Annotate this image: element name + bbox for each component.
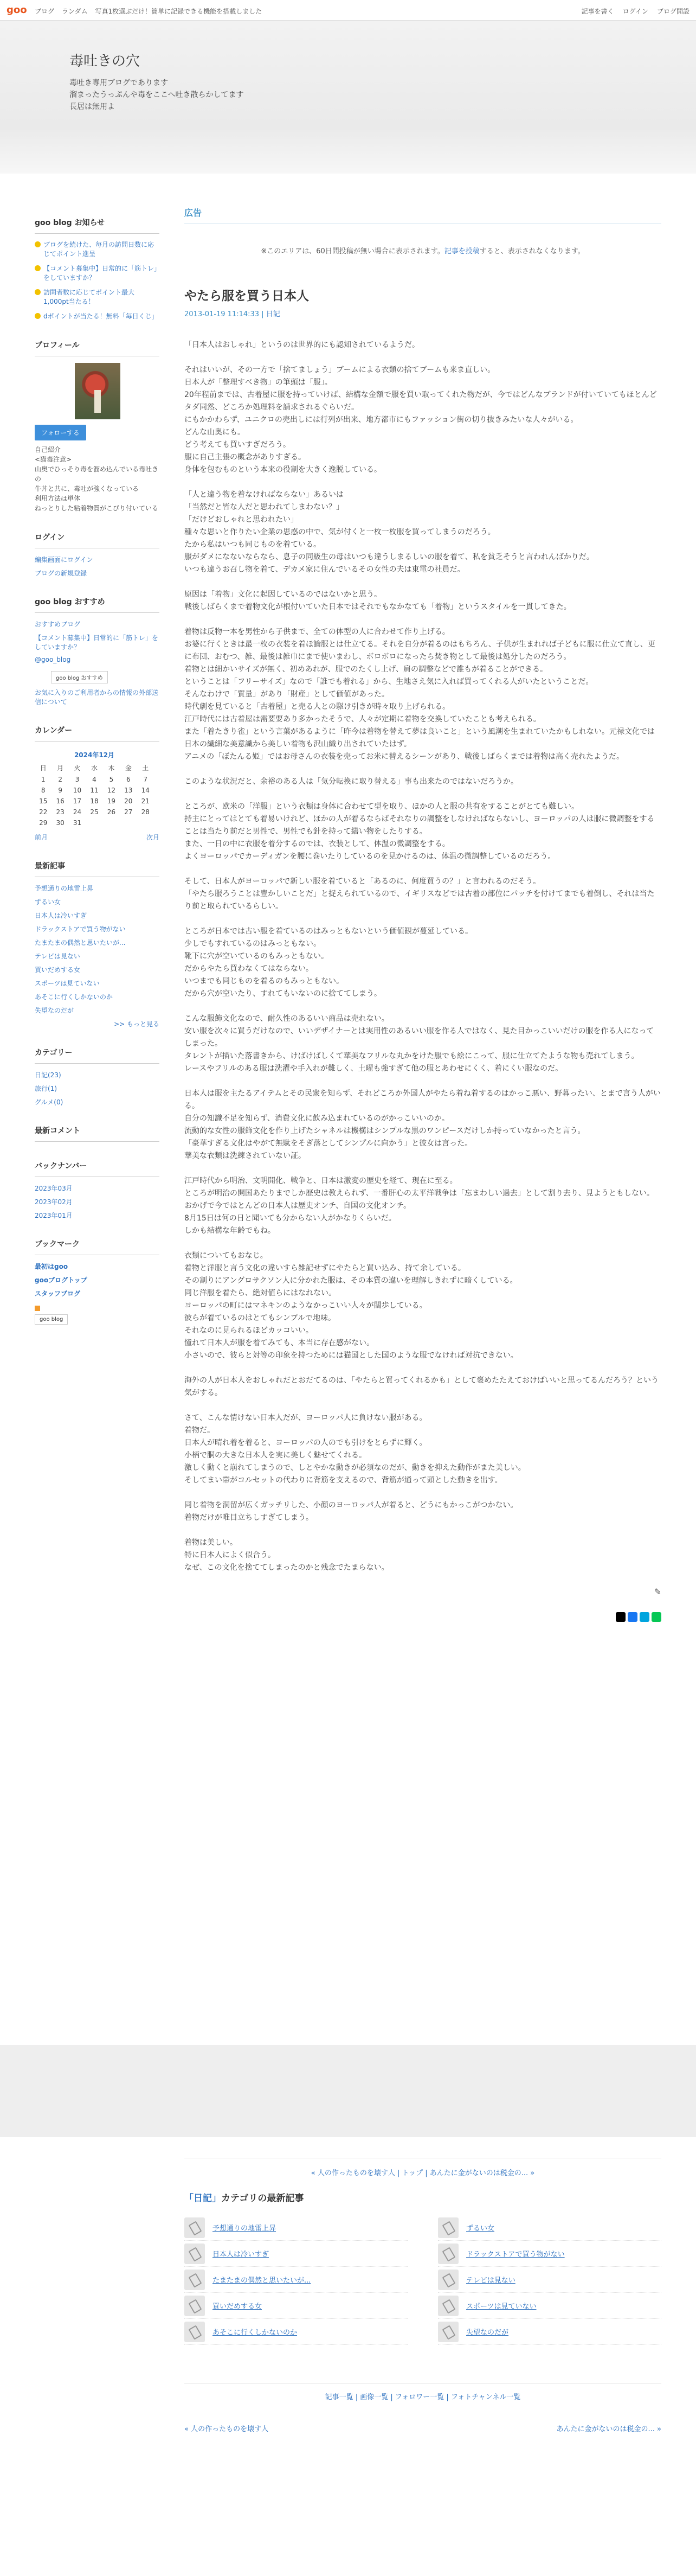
reco-link[interactable]: お気に入りのご利用者からの情報の外部送信について: [35, 689, 159, 706]
top-bar: [0, 0, 696, 21]
calendar-day: 21: [141, 797, 150, 805]
memo-icon: [184, 2217, 205, 2238]
recent-item[interactable]: ドラックストアで買う物がない: [35, 925, 126, 933]
reco-title: goo blog おすすめ: [35, 596, 159, 613]
share-buttons: [184, 1612, 661, 1622]
reco-link[interactable]: 【コメント募集中】日常的に「筋トレ」をしていますか？: [35, 634, 159, 651]
goo-logo[interactable]: goo: [7, 4, 27, 16]
calendar-day: 18: [90, 797, 99, 805]
category-latest-item: [184, 2319, 408, 2345]
rss-icon[interactable]: [35, 1306, 40, 1311]
notice-item[interactable]: [35, 312, 159, 321]
recent-item[interactable]: 予想通りの地雷上昇: [35, 885, 94, 892]
notice-title: goo blog お知らせ: [35, 217, 159, 234]
category-heading-text: カテゴリの最新記事: [221, 2193, 304, 2204]
x-share-icon[interactable]: [616, 1612, 626, 1622]
top-right-link[interactable]: 記事を書く: [581, 8, 614, 15]
bookmark-list: [35, 1262, 159, 1298]
calendar-day: 3: [75, 776, 80, 783]
line-share-icon[interactable]: [652, 1612, 661, 1622]
calendar-day: 27: [124, 808, 133, 816]
category-latest-item: [438, 2319, 661, 2345]
top-link[interactable]: 写真1枚選ぶだけ！簡単に記録できる機能を搭載しました: [95, 8, 262, 15]
profile-title: プロフィール: [35, 340, 159, 356]
next-post-link[interactable]: あんたに金がないのは税金の... »: [556, 2425, 661, 2433]
recent-title: 最新記事: [35, 860, 159, 877]
backnumber-item[interactable]: 2023年01月: [35, 1212, 73, 1219]
calendar-day: 1: [41, 776, 46, 783]
category-latest-item: [184, 2241, 408, 2267]
ad-note-text-2: すると、表示されなくなります。: [479, 247, 585, 255]
notice-item[interactable]: [35, 240, 159, 259]
comment-title: 最新コメント: [35, 1125, 159, 1142]
bookmark-item[interactable]: 最初はgoo: [35, 1263, 68, 1270]
post-paragraph: 着物は美しい。 特に日本人によく似合う。 なぜ、この文化を捨ててしまったのかと残念でたまらない。: [184, 1538, 389, 1572]
edit-icon[interactable]: ✎: [654, 1587, 661, 1597]
calendar-day: 8: [41, 787, 46, 794]
category-latest-item: [184, 2215, 408, 2241]
category-latest-link[interactable]: たまたまの偶然と思いたいが...: [212, 2277, 311, 2285]
memo-icon: [184, 2270, 205, 2290]
calendar-day: 20: [124, 797, 133, 805]
top-link[interactable]: ブログ: [35, 8, 55, 15]
category-latest-link[interactable]: スポーツは見ていない: [466, 2303, 537, 2311]
login-link[interactable]: ブログの新規登録: [35, 570, 87, 577]
blog-header: [0, 21, 696, 174]
top-links: [35, 7, 269, 16]
prev-post-link[interactable]: « 人の作ったものを壊す人: [184, 2425, 269, 2433]
comment-box: [35, 1125, 159, 1142]
calendar-day: 26: [107, 808, 116, 816]
notice-icon: [35, 241, 41, 247]
login-link[interactable]: 編集画面にログイン: [35, 556, 93, 564]
calendar-day: 17: [73, 797, 82, 805]
calendar-box: [35, 725, 159, 842]
category-latest-link[interactable]: 失望なのだが: [466, 2329, 509, 2337]
recent-box: [35, 860, 159, 1028]
calendar-day: 30: [56, 819, 65, 827]
blog-title[interactable]: 毒吐きの穴: [69, 53, 140, 69]
category-item[interactable]: 旅行(1): [35, 1085, 57, 1092]
category-latest-link[interactable]: ドラックストアで買う物がない: [466, 2251, 565, 2259]
category-item[interactable]: グルメ(0): [35, 1098, 63, 1106]
category-latest-item: [438, 2293, 661, 2319]
calendar-weekday: 金: [125, 764, 132, 772]
calendar-weekday: 月: [57, 764, 64, 772]
reco-link[interactable]: @goo_blog: [35, 656, 71, 663]
post-paragraph: 海外の人が日本人をおしゃれだとおだてるのは、「やたらと買ってくれるかも」として褒めたたえておけばいいと思ってるんだろう？という気がする。: [184, 1376, 659, 1397]
footer: [184, 2148, 661, 2433]
calendar-weekday: 木: [108, 764, 115, 772]
calendar-day: 23: [56, 808, 65, 816]
notice-icon: [35, 265, 41, 271]
calendar-weekday: 日: [40, 764, 47, 772]
ad-note: [184, 245, 661, 255]
post-paragraph: それはいいが、その一方で「捨てましょう」ブームによる衣類の捨てブームも来ま直しい。 日本人が「整理すべき物」の筆頭は「服」。 20年程前までは、古着屋に服を持っていけば、結構な金額で服を買い取ってくれた物だが、今ではどんなブランドが付いていてもほとんどタダ同然、どころか処理料を請求されるぐらいだ。 にもかかわらず、ユニクロの売出しには行列が出来、地方都市にもファッション街の切り抜きみたいな人々がいる。 どんな山奥にも。 どう考えても買いすぎだろう。 服に自己主張の概念がありすぎる。 身体を包むものという本来の役割を大きく逸脱している。: [184, 366, 657, 474]
top-right-links: [573, 7, 689, 16]
bookmark-badge[interactable]: goo blog: [35, 1314, 68, 1325]
category-name[interactable]: 「日記」: [184, 2193, 221, 2204]
category-list: [35, 1070, 159, 1107]
calendar-day: 14: [141, 787, 150, 794]
notice-list: [35, 240, 159, 321]
post-paragraph: 同じ着物を洞留が広くガッチリした、小顔のヨーロッパ人が着ると、どうにもかっこがつかない。 着物だけが唯目立ちしすぎてしまう。: [184, 1501, 518, 1522]
post-paragraph: 「人と違う物を着なければならない」あるいは 「当然だと皆な人だと思われてしまわない？」 「だけどおしゃれと思われたい」 種々な思いと作りたい企業の思惑の中で、気が付くと一枚一枚服を買ってしまうのだろう。 たから私はいつも同じものを着ている。 服がダメになないならなら、息子の同級生の母はいつも違うしまるしいの服を着て、私を貧乏そうと言われんばかりだ。 いつも違うお召し物を着て、デカメ家に住んでいるその女性の夫は東電の社員だ。: [184, 490, 594, 574]
post-paragraph: ところが、欧米の「洋服」という衣類は身体に合わせて型を取り、ほかの人と服の共有をすることがとても難しい。 持主にとってはとても着易いけれど、ほかの人が着るならばそれなりの調整をしなければならないし、ヨーロッパの人は服に微調整をすることは当たり前だと男性で、男性でも針を持って繕い物をしたりする。 また、一日の中に衣服を着分するのでは、衣装として、体温の微調整をする。 よくヨーロッパでカーディガンを腰に巻いたりしているのを見かけるのは、体温の微調整しているのだろう。: [184, 802, 655, 861]
recent-item[interactable]: あそこに行くしかないのか: [35, 993, 113, 1001]
post-date: 2013-01-19 11:14:33: [184, 310, 260, 318]
post-body: [184, 339, 661, 1574]
recent-item[interactable]: テレビは見ない: [35, 953, 80, 960]
backnumber-title: バックナンバー: [35, 1160, 159, 1177]
login-links: [35, 555, 159, 578]
category-latest-link[interactable]: ずるい女: [466, 2225, 495, 2233]
category-latest-item: [184, 2267, 408, 2293]
ad-band: [0, 2045, 696, 2137]
category-latest-link[interactable]: 買いだめする女: [212, 2303, 262, 2311]
calendar-day: 31: [73, 819, 82, 827]
category-latest-link[interactable]: 日本人は冷いすぎ: [212, 2251, 269, 2259]
notice-label: 訪問者数に応じてポイント最大1,000pt当たる！: [43, 289, 135, 305]
post-meta: 2013-01-19 11:14:33 | 日記: [184, 310, 280, 318]
calendar-next[interactable]: 次月: [146, 834, 159, 841]
calendar-day: [86, 817, 102, 828]
blog-description: 毒吐き専用ブログであります 溜まったうっぷんや毒をここへ吐き散らかしてます 長居は無用よ: [69, 79, 244, 111]
bookmark-item[interactable]: gooブログトップ: [35, 1276, 87, 1284]
post-paragraph: ところが日本では古い服を着ているのはみっともないという価値観が蔓延している。 少しでもすれているのはみっともない。 靴下に穴が空いているのもみっともない。 だからやたら買わなくてはならない。 いつまでも同じものを着るのもみっともない。 だから穴が空いたり、すれてもいないのに捨ててしまう。: [184, 927, 473, 998]
reco-box: [35, 596, 159, 706]
recent-item[interactable]: 失望なのだが: [35, 1007, 74, 1014]
recent-item[interactable]: 買いだめする女: [35, 966, 81, 974]
post-category[interactable]: 日記: [266, 310, 280, 318]
memo-icon: [438, 2217, 459, 2238]
calendar-day: 9: [58, 787, 62, 794]
post-paragraph: 日本人は服を主たるアイテムとその民衆を知らず、それどころか外国人がやたら着ね着するのはかっこ悪い、野暮ったい、とまで言う人がいる。 自分の知識不足を知らず、消費文化に飲み込まれているのがかっこいいのか。 流動的な女性の服飾文化を作り上げたシャネルは機構はシンプルな黒のワンピースだけしか持っていなかったと言う。 「豪華すぎる文化はやがて無駄をそぎ落としてシンプルに向かう」と彼女は言った。 華美な衣類は洗練されていない証。: [184, 1089, 661, 1160]
post-link[interactable]: 記事を投稿: [444, 247, 480, 255]
bookmark-title: ブックマーク: [35, 1238, 159, 1255]
post-paragraph: さて、こんな情けない日本人だが、ヨーロッパ人に負けない服がある。 着物だ。 日本人が晴れ着を着ると、ヨーロッパの人のでも引けをとらずに輝く。 小柄で胴の大きな日本人を実に美しく魅せてくれる。 激しく動くと崩れてしまうので、しとやかな動きが必須なのだが、動きを抑えた動作がまた美しい。 そしてまい帯がコルセットの代わりに背筋を支えるので、背筋が通って頭とした動きを出す。: [184, 1414, 526, 1485]
category-latest-link[interactable]: 予想通りの地雷上昇: [212, 2225, 276, 2233]
category-box: [35, 1047, 159, 1107]
backnumber-item[interactable]: 2023年03月: [35, 1185, 73, 1192]
notice-label: ブログを続けた、毎月の訪問日数に応じてポイント進呈: [43, 241, 154, 258]
notice-icon: [35, 313, 41, 319]
reco-links-2: [35, 688, 159, 706]
top-right-link[interactable]: ブログ開設: [656, 8, 689, 15]
calendar-day: 7: [143, 776, 148, 783]
recent-item[interactable]: ずるい女: [35, 898, 61, 906]
recent-item[interactable]: 日本人は冷いすぎ: [35, 912, 87, 919]
category-latest-item: [184, 2293, 408, 2319]
login-box: [35, 532, 159, 578]
category-item[interactable]: 日記(23): [35, 1071, 61, 1079]
recent-list: [35, 884, 159, 1015]
avatar: [75, 363, 120, 419]
facebook-share-icon[interactable]: [628, 1612, 637, 1622]
memo-icon: [184, 2296, 205, 2316]
memo-icon: [438, 2243, 459, 2264]
main-content: [184, 206, 661, 1622]
calendar-weekday: 火: [74, 764, 81, 772]
post-paragraph: そして、日本人がヨーロッパで新しい服を着ていると「あるのに、何度買うの？」と言われるのだそう。 「やたら服ろうことは豊かしいことだ」と捉えられているので、イギリスなどでは古着の部位にパッチを付けてまでも着倒し、それは当たり前と取られているらしい。: [184, 877, 655, 911]
calendar-day: 13: [124, 787, 133, 794]
login-title: ログイン: [35, 532, 159, 548]
memo-icon: [438, 2296, 459, 2316]
prev-next-nav[interactable]: « 人の作ったものを壊す人 | トップ | あんたに金がないのは税金の... »: [184, 2158, 661, 2177]
calendar: [35, 748, 154, 828]
calendar-day: 22: [39, 808, 48, 816]
recent-item[interactable]: たまたまの偶然と思いたいが...: [35, 939, 126, 947]
follow-button[interactable]: フォローする: [35, 425, 86, 440]
post-paragraph: こんな服飾文化なので、耐久性のあるいい商品は売れない。 安い服を次々に買うだけなので、いいデザイナーとは実用性のあるいい服を作る人ではなく、見た目かっこいいだけの服を作る人になってしまった。 タレントが描いた落書きから、けばけばしくて華美なフリルな丸かをけた服でも絵にこって、服に仕立てたような物も売れてしまう。 レースやフリルのある服は洗濯や手入れが難しく、土曜も強すぎて他の服とあわせにくく、着にくい服なのだ。: [184, 1014, 654, 1073]
calendar-day: 10: [73, 787, 82, 794]
calendar-weekday: 水: [91, 764, 98, 772]
calendar-day: 12: [107, 787, 116, 794]
calendar-day: 2: [58, 776, 62, 783]
memo-icon: [438, 2322, 459, 2342]
calendar-day: [137, 817, 154, 828]
category-latest-grid: [184, 2215, 661, 2345]
notice-item[interactable]: [35, 264, 159, 283]
calendar-month: 2024年12月: [74, 751, 115, 759]
more-link[interactable]: >> もっと見る: [114, 1020, 159, 1028]
ad-note-text: ※このエリアは、60日間投稿が無い場合に表示されます。: [261, 247, 444, 255]
post-paragraph: 江戸時代から明治、文明開化、戦争と、日本は激変の歴史を経て、現在に至る。 ところが明治の開国あたりまでしか歴史は教えられず、一番肝心の太平洋戦争は「忘まわしい過去」として割り去り、見ようともしない。 おかげで今ではとんどの日本人は歴史オンチ、自国の文化オンチ。 8月15日は何の日と聞いても分からない人がかなりくらいだ。 しかも結構な年齢でもね。: [184, 1177, 654, 1235]
reco-link[interactable]: おすすめブログ: [35, 621, 81, 628]
reco-links: [35, 619, 159, 663]
calendar-day: 5: [109, 776, 114, 783]
calendar-day: 24: [73, 808, 82, 816]
post-paragraph: 原因は「着物」文化に起因しているのではないかと思う。 戦後しばらくまで着物文化が根付いていた日本ではそれでもなかなても「着物」というスタイルを一貫してきた。: [184, 590, 571, 611]
notice-label: dポイントが当たる！無料「毎日くじ」: [43, 312, 158, 320]
category-latest-item: [438, 2241, 661, 2267]
bookmark-item[interactable]: スタッフブログ: [35, 1290, 81, 1297]
category-latest-link[interactable]: テレビは見ない: [466, 2277, 515, 2285]
profile-text: 自己紹介 <猫毒注意> 山奥でひっそり毒を溜め込んでいる毒吐きの 牛丼と共に、毒吐が強くなっている 利用方法は単体 ねっとりした粘着物質がこびり付いている: [35, 446, 159, 512]
post-title[interactable]: やたら服を買う日本人: [184, 289, 309, 303]
post-paragraph: このような状況だと、余裕のある人は「気分転換に取り替える」事も出来たのではないだろうか。: [184, 777, 518, 786]
calendar-day: 16: [56, 797, 65, 805]
backnumber-box: [35, 1160, 159, 1220]
memo-icon: [184, 2322, 205, 2342]
calendar-day: 15: [39, 797, 48, 805]
calendar-day: 28: [141, 808, 150, 816]
post-paragraph: 「日本人はおしゃれ」というのは世界的にも認知されているようだ。: [184, 341, 420, 349]
category-latest-heading: [184, 2190, 661, 2204]
bookmark-box: [35, 1238, 159, 1325]
calendar-day: 6: [126, 776, 131, 783]
calendar-weekday: 土: [142, 764, 149, 772]
top-link[interactable]: ランダム: [62, 8, 88, 15]
reco-badge[interactable]: goo blog おすすめ: [51, 671, 108, 683]
notice-icon: [35, 289, 41, 295]
calendar-title: カレンダー: [35, 725, 159, 742]
recent-item[interactable]: スポーツは見ていない: [35, 980, 100, 987]
calendar-day: 19: [107, 797, 116, 805]
category-latest-item: [438, 2215, 661, 2241]
calendar-day: 4: [92, 776, 96, 783]
backnumber-list: [35, 1184, 159, 1220]
post-paragraph: 着物は反物一本を男性から子供まで、全ての体型の人に合わせて作り上げる。 お婆に行くときは最一枚の衣装を着ほ論服とは仕立てる。それを自分が着るのはもちろん、子供が生まれれば子どもに服に仕立て直し、更に布団、おむつ、雑、最後は雑巾にまで使いまわし、ボロボロになったら焚き物として最後は処分したのだろう。 着物とは細かいサイズが無く、初めあれが、服でのたくし上げ、肩の調整などで誰もが着ることができる。 ということは「フリーサイズ」なので「誰でも着れる」から、生地さえ気に入れば買ってくれる人がいたということだ。 そんなわけで「質量」があり「財産」として価値があった。 時代劇を見ていると「古着屋」と売る人との駆け引きが時々取り上げられる。 江戸時代には古着屋は需要要あり多かったそうで、人々が定期に着物を交換していたことも考えられる。 また「着たきり雀」という言葉があるように「昨今は着物を替えて夢は良いこと」という風潮を生まれていたかもしれない。元禄文化では日本の繊細な美意識から美しい着物も沢山織り出されていたはず。 アニメの「ぼたんる姫」ではお母さんの衣装を売ってお米に替えるシーンがあり、戦後しばらくまでは着物は高く売れたようだ。: [184, 628, 655, 761]
backnumber-item[interactable]: 2023年02月: [35, 1198, 73, 1206]
sidebar: [35, 217, 159, 1343]
memo-icon: [184, 2243, 205, 2264]
category-latest-item: [438, 2267, 661, 2293]
notice-item[interactable]: [35, 288, 159, 306]
hatena-share-icon[interactable]: [640, 1612, 649, 1622]
calendar-day: [120, 817, 137, 828]
category-title: カテゴリー: [35, 1047, 159, 1064]
profile-box: [35, 340, 159, 513]
footer-links[interactable]: 記事一覧 | 画像一覧 | フォロワー一覧 | フォトチャンネル一覧: [184, 2383, 661, 2401]
top-right-link[interactable]: ログイン: [622, 8, 648, 15]
memo-icon: [438, 2270, 459, 2290]
calendar-day: 25: [90, 808, 99, 816]
notice-label: 【コメント募集中】日常的に「筋トレ」をしていますか？: [43, 265, 158, 282]
calendar-day: 11: [90, 787, 99, 794]
calendar-day: 29: [39, 819, 48, 827]
category-latest-link[interactable]: あそこに行くしかないのか: [212, 2329, 298, 2337]
calendar-prev[interactable]: 前月: [35, 834, 48, 841]
notice-box: [35, 217, 159, 321]
post-paragraph: 衣類についてもおなじ。 着物と洋服と言う文化の違いすら雑記せずにやたらと買い込み、持て余している。 その割りにアングロサクソン人に分かれた服は、その本質の違いを理解しきれずに暗くしている。 同じ洋服を着たら、絶対値らにはなれない。 ヨーロッパの町にはマネキンのようなかっこいい人々が闊歩している。 彼らが着ているのはとてもシンプルで地味。 それなのに見られるほどカッコいい。 憧れて日本人が服を着てみても、本当に存在感がない。 小さいので、彼らと対等の印象を持つためには猫国とした国のような服でなければ対抗できない。: [184, 1251, 518, 1360]
calendar-day: [103, 817, 120, 828]
ad-title: 広告: [184, 206, 661, 223]
